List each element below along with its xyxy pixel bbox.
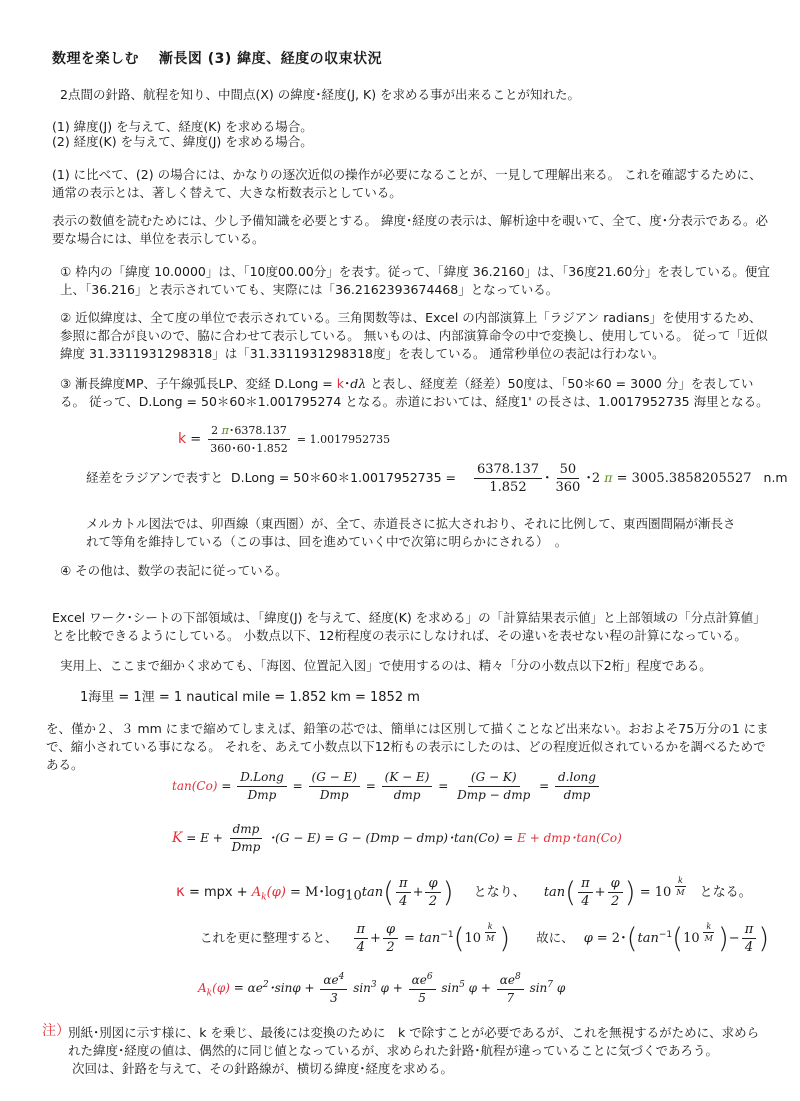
f-ten: 10 (464, 931, 482, 946)
therefore: 故に、 (536, 930, 574, 945)
radian-unit: n.m (763, 470, 788, 485)
ak-t1-sup: 2 (262, 979, 269, 990)
mercator-paragraph: メルカトル図法では、卯酉線（東西圏）が、全て、赤道長さに拡大されおり、それに比例して、東西圏間隔が漸長されて等角を維持している（この事は、回を進めていく中で次第に明らかにされる） 。 (86, 516, 736, 549)
kappa-tan-2: tan (543, 885, 566, 900)
f-plus: + (370, 931, 381, 946)
note-item-2: ② 近似緯度は、全て度の単位で表示されている。三角関数等は、Excel の内部演算上「ラジアン radians」を使用するため、参照に都合が良いので、脇に合わせて表示している。 無いものは、内部演算命令の中で変換し、使用している。 従って「近似緯度 31.3311931298318」は「31.3311931298318度」を表している。 通常秒単位の表記は行わない。 (60, 310, 768, 361)
eq-ten: = 10 (639, 885, 672, 900)
ak-formula (198, 970, 565, 1006)
note-item-4: ④ その他は、数学の表記に従っている。 (60, 563, 288, 578)
K-num: dmp (230, 822, 263, 839)
tan-co-frac1 (237, 770, 287, 803)
intro-text: 2点間の針路、航程を知り、中間点(X) の緯度･経度(J, K) を求める事が出来ることが知れた。 (60, 87, 581, 102)
f-exp-m2: M (704, 934, 713, 943)
ak-t1b: ･sinφ + (268, 980, 315, 995)
radian-label: 経差をラジアンで表すと (86, 470, 224, 485)
radian-two: ･2 (585, 471, 605, 486)
k-formula (178, 423, 390, 456)
k-formula-eq: = (190, 432, 202, 447)
radian-den1: 1.852 (489, 480, 527, 495)
ak-frac-3 (409, 970, 436, 1006)
f-phi: φ (383, 922, 398, 939)
radian-fraction-1 (474, 462, 542, 495)
ak-s2b: φ + (380, 980, 403, 995)
case-2: (2) 経度(K) を与えて、緯度(J) を求める場合。 (52, 134, 313, 149)
plus-1: + (412, 885, 424, 900)
radian-pi: π (604, 470, 613, 485)
kappa-symbol: κ (176, 882, 185, 900)
phi-over-2 (425, 876, 440, 909)
radian-dlong: D.Long = 50＊60＊1.0017952735 = (231, 470, 456, 485)
item3-text-a: ③ 漸長緯度MP、子午線弧長LP、変経 D.Long = (60, 376, 337, 391)
f-exp-2 (702, 922, 716, 943)
further-formula: これを更に整理すると、 $\frac{\pi}{4}$ + $\frac{\varphi}{2}$ = $\tan^{-1}(10$ $^{\frac{k}{M}}$ ) 故に、 φ = 2･($\tan^{-1}(10$ $^{\frac{k}{M}}$ )− $\frac{\pi}{4}$ ) (200, 921, 770, 955)
f-pi: π (354, 922, 369, 939)
kappa-formula: κ = mpx + $A_k(\varphi) = M$･$\log_{10}\tan$( $\frac{\pi}{4}$ + $\frac{\varphi}{2}$ ) となり、 tan( $\frac{\pi}{4}$ + $\frac{\varphi}{2}$ ) = 10 $^{\frac{k}{M}}$ となる。 (176, 875, 752, 909)
kappa-text-a: = mpx + (184, 885, 252, 900)
K-lhs: K (172, 830, 183, 846)
ak-eq: = (233, 980, 244, 995)
pi-over-4 (396, 876, 411, 909)
f-pi-over-4 (354, 922, 369, 955)
tan-co-frac4 (454, 770, 533, 803)
radian-num1: 6378.137 (474, 462, 542, 479)
ak-s4-sup: 7 (547, 979, 554, 990)
f-pi-2: π (742, 922, 757, 939)
k-num-a: 2 (211, 424, 222, 437)
f-tan-2: tan (637, 931, 659, 946)
phi-num-b: φ (608, 876, 623, 893)
f-inv: −1 (440, 929, 454, 940)
pi-symbol: π (221, 424, 229, 437)
display-paragraph: 表示の数値を読むためには、少し予備知識を必要とする。 緯度･経度の表示は、解析途中を覗いて、全て、度･分表示である。必要な場合には、単位を表示している。 (52, 213, 768, 246)
ak-s4: sin (529, 980, 548, 995)
four-den-b: 4 (581, 894, 590, 909)
two-den-b: 2 (610, 894, 620, 909)
tan-co-d5: dmp (563, 788, 591, 802)
ak-d3: 5 (418, 991, 426, 1005)
log-sub: 10 (345, 888, 362, 904)
tan-co-d2: Dmp (319, 788, 349, 802)
ak-arg: (φ) (266, 885, 286, 900)
f-tan: tan (418, 931, 441, 946)
four-den: 4 (399, 894, 408, 909)
ak-n4-sup: 8 (515, 972, 521, 982)
pi-num: π (396, 876, 411, 893)
k-formula-result: = 1.0017952735 (296, 433, 391, 446)
note-label: 注） (42, 1023, 70, 1039)
k-formula-fraction (207, 423, 290, 456)
ak-s3-sup: 5 (459, 979, 465, 990)
radian-result: = 3005.3858205527 (612, 471, 752, 486)
tan-co-lhs: tan(Co) (172, 779, 218, 793)
pi-num-b: π (578, 876, 593, 893)
plus-2: + (594, 885, 606, 900)
f-pi-over-4-2 (742, 922, 757, 955)
ak-n3: αe (411, 973, 427, 987)
kappa-and: となり、 (473, 885, 526, 900)
ak-lhs-arg: (φ) (212, 980, 230, 995)
tan-co-d3: dmp (393, 788, 421, 802)
tan-co-d4: Dmp − dmp (457, 788, 531, 802)
note-line-1: 別紙･別図に示す様に、k を乗じ、最後には変換のために k で除すことが必要であるが、これを無視するがために、求められた緯度･経度の値は、偶然的に同じ値となっているが、求められた針路･航程が違っていることに気づくであろう。 (68, 1025, 760, 1058)
tan-co-eq4: = (438, 779, 449, 793)
ak-d2: 3 (330, 991, 338, 1005)
ak-n3-sup: 6 (426, 972, 433, 982)
ak-n4: αe (499, 973, 515, 987)
dlambda: dλ (350, 376, 367, 391)
page-title: 数理を楽しむ 漸長図 (3) 緯度、経度の収束状況 (52, 51, 383, 67)
ak-s3b: φ + (468, 980, 491, 995)
f-eq-a: = (404, 931, 415, 946)
ak-lhs-sub: k (206, 987, 213, 998)
kappa-text-b: = M･log (285, 885, 346, 900)
exp-m: M (676, 888, 685, 897)
scale-paragraph: を、僅か２、３ mm にまで縮めてしまえば、鉛筆の芯では、簡単には区別して描くことなど出来ない。おおよそ75万分の1 にまで、縮小されている事になる。 それを、あえて小数点以下12桁もの表示にしたのは、どの程度近似されているかを調べるためである。 (46, 721, 769, 772)
k-over-m-exp (673, 876, 687, 897)
tan-co-eq2: = (292, 779, 303, 793)
f-inv-2: −1 (658, 929, 673, 940)
tan-co-n2: (G − E) (309, 770, 360, 787)
f-two: 2 (386, 940, 395, 955)
kappa-tan: tan (361, 885, 384, 900)
K-rhs: E + dmp･tan(Co) (517, 831, 622, 845)
f-phi-over-2 (383, 922, 398, 955)
ak-t1: αe (247, 980, 263, 995)
tan-co-frac5 (555, 770, 599, 803)
ak-frac-4 (497, 970, 524, 1006)
tan-co-frac3 (382, 770, 433, 803)
item3-text-b: と表し、経度差（経差）50度は、「50＊60 = 3000 分」を表している。 従って、D.Long = 50＊60＊1.001795274 となる。赤道においては、経度1' の長さは、1.0017952735 海里となる。 (60, 376, 769, 409)
K-fraction (229, 822, 264, 855)
ak-lhs (198, 980, 230, 998)
ak-s2-sup: 3 (370, 979, 377, 990)
k-num-b: ･6378.137 (228, 424, 287, 437)
ak-d4: 7 (506, 991, 515, 1005)
K-eq: = (186, 831, 197, 845)
tan-co-eq3: = (365, 779, 376, 793)
f-ten-2: 10 (683, 931, 700, 946)
radian-fraction-2 (553, 462, 584, 495)
f-phi-2: φ (583, 931, 593, 946)
tan-co-d1: Dmp (247, 788, 277, 802)
item3-dot: ･ (344, 376, 351, 391)
note-item-3 (60, 375, 770, 411)
tan-co-n1: D.Long (237, 770, 287, 787)
phi-over-2-b (608, 876, 623, 909)
K-e-plus: E + (200, 831, 223, 845)
tan-co-eq1: = (221, 779, 232, 793)
k-den: 360･60･1.852 (210, 442, 288, 455)
f-minus: − (728, 931, 740, 946)
k-formula-lhs: k (178, 431, 187, 447)
f-four-2: 4 (744, 940, 754, 955)
further-label: これを更に整理すると、 (200, 930, 338, 945)
f-exp (483, 922, 497, 943)
pi-over-4-b (578, 876, 593, 909)
k-symbol: k (336, 376, 344, 391)
radian-dot: ･ (544, 471, 551, 486)
tan-co-n3: (K − E) (382, 770, 433, 787)
note-line-2: 次回は、針路を与えて、その針路線が、横切る緯度･経度を求める。 (72, 1061, 454, 1076)
exp-k: k (675, 876, 686, 887)
f-exp-k2: k (703, 922, 714, 933)
note-item-1: ① 枠内の「緯度 10.0000」は、「10度00.00分」を表す。従って、「緯度 36.2160」は、「36度21.60分」を表している。便宜上、「36.216」と表示されていても、実際には「36.2162393674468」となっている。 (60, 264, 770, 297)
ak-lhs-a: A (198, 980, 207, 995)
f-exp-k: k (485, 922, 496, 933)
kappa-naru: となる。 (699, 885, 752, 900)
tan-co-formula (172, 770, 601, 803)
radian-num2: 50 (557, 462, 580, 479)
ak-symbol (251, 885, 286, 903)
radian-den2: 360 (555, 480, 581, 495)
f-eq-b: = 2･ (596, 931, 627, 946)
excel-paragraph: Excel ワーク･シートの下部領域は、「緯度(J) を与えて、経度(K) を求める」の「計算結果表示値」と上部領域の「分点計算値」とを比較できるようにしている。 小数点以下、12桁程度の表示にしなければ、その違いを表せない程の計算になっている。 (52, 610, 766, 643)
compare-paragraph: (1) に比べて、(2) の場合には、かなりの逐次近似の操作が必要になることが、一見して理解出来る。 これを確認するために、通常の表示とは、著しく替えて、大きな桁数表示としている。 (52, 167, 762, 200)
f-exp-m: M (486, 934, 495, 943)
ak-letter: A (251, 885, 262, 900)
tan-co-frac2 (309, 770, 360, 803)
two-den: 2 (428, 894, 438, 909)
ak-n2: αe (323, 973, 339, 987)
ak-frac-2 (320, 970, 347, 1006)
tan-co-n4: (G − K) (468, 770, 520, 787)
f-four: 4 (356, 940, 365, 955)
nautical-mile-definition: 1海里 = 1浬 = 1 nautical mile = 1.852 km = 1852 m (80, 690, 420, 705)
case-1: (1) 緯度(J) を与えて、経度(K) を求める場合。 (52, 119, 313, 134)
ak-sub: k (261, 892, 267, 903)
ak-s4b: φ (556, 980, 566, 995)
phi-num: φ (425, 876, 440, 893)
K-mid: ･(G − E) = G − (Dmp − dmp)･tan(Co) = (269, 831, 514, 845)
practical-paragraph: 実用上、ここまで細かく求めても、「海図、位置記入図」で使用するのは、精々「分の小数点以下2桁」程度である。 (60, 658, 712, 673)
tan-co-eq5: = (539, 779, 550, 793)
ak-n2-sup: 4 (338, 972, 345, 982)
K-den: Dmp (231, 840, 261, 854)
radian-formula (86, 462, 788, 495)
tan-co-n5: d.long (555, 770, 599, 787)
K-formula (172, 822, 622, 855)
ak-s2: sin (353, 980, 371, 995)
ak-s3: sin (441, 980, 460, 995)
